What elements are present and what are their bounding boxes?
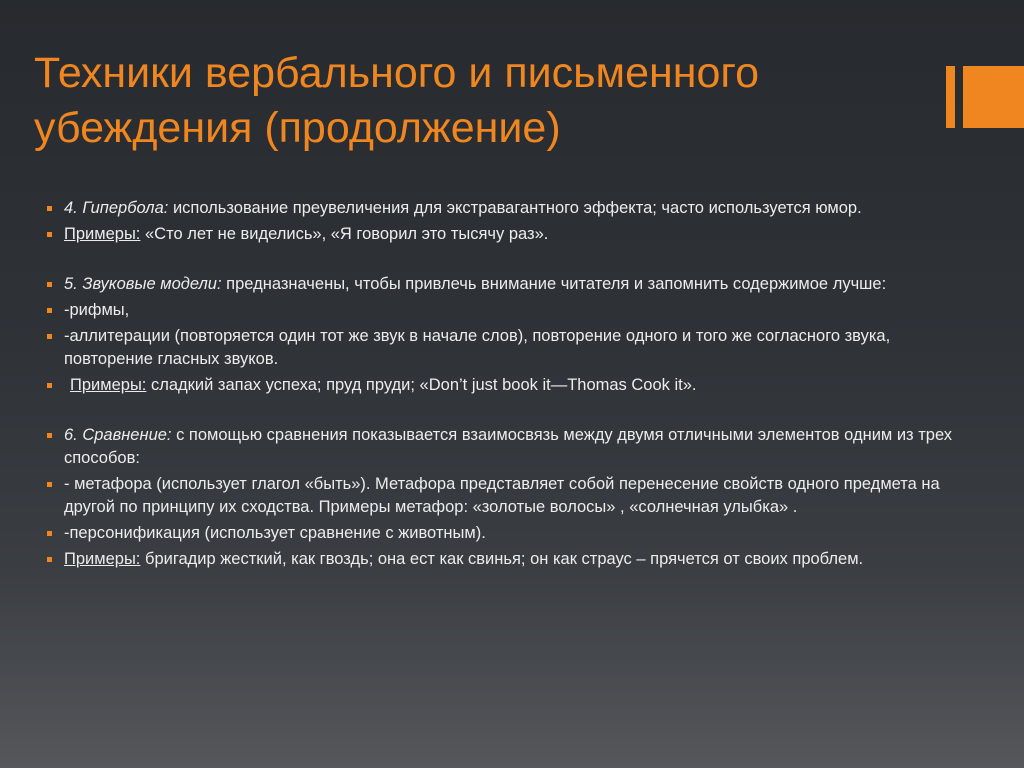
item-text: - метафора (использует глагол «быть»). Метафора представляет собой перенесение свойств одного предмета на другой по принципу их сходства. Примеры метафор: «золотые волосы» , «солнечная улыбка» . [64, 475, 940, 516]
accent-bar-decoration [946, 66, 955, 128]
bullet-item-sound-models [47, 273, 977, 296]
item-text: -аллитерации (повторяется один тот же звук в начале слов), повторение одного и того же согласного звука, повторение гласных звуков. [64, 327, 891, 368]
bullet-marker-icon [47, 433, 52, 438]
bullet-item-comparison-examples [47, 548, 977, 571]
bullet-marker-icon [47, 308, 52, 313]
bullet-item-hyperbole-examples [47, 223, 977, 246]
item-text: предназначены, чтобы привлечь внимание читателя и запомнить содержимое лучше: [221, 275, 887, 293]
item-text: «Сто лет не виделись», «Я говорил это тысячу раз». [140, 225, 549, 243]
bullet-marker-icon [47, 531, 52, 536]
item-label: 6. Сравнение: [64, 426, 172, 444]
bullet-item-rhymes [47, 299, 977, 322]
bullet-marker-icon [47, 232, 52, 237]
bullet-item-hyperbole [47, 197, 977, 220]
item-label: 5. Звуковые модели: [64, 275, 222, 293]
bullet-item-alliteration [47, 325, 977, 371]
item-text: сладкий запах успеха; пруд пруди; «Don’t just book it—Thomas Cook it». [146, 376, 697, 394]
item-text: -персонификация (использует сравнение с животным). [64, 524, 486, 542]
bullet-marker-icon [47, 383, 52, 388]
accent-box-decoration [963, 66, 1024, 128]
item-text: с помощью сравнения показывается взаимосвязь между двумя отличными элементов одним из трех способов: [64, 426, 953, 467]
item-label: 4. Гипербола: [64, 199, 169, 217]
item-label: Примеры: [64, 225, 141, 243]
bullet-item-personification [47, 522, 977, 545]
bullet-marker-icon [47, 206, 52, 211]
item-text: бригадир жесткий, как гвоздь; она ест как свинья; он как страус – прячется от своих проблем. [140, 550, 864, 568]
bullet-item-comparison [47, 424, 977, 470]
bullet-list [47, 197, 977, 574]
bullet-marker-icon [47, 482, 52, 487]
bullet-item-metaphor [47, 473, 977, 519]
bullet-marker-icon [47, 282, 52, 287]
item-text: -рифмы, [64, 301, 130, 319]
bullet-item-sound-examples [47, 374, 977, 397]
bullet-marker-icon [47, 334, 52, 339]
item-text: использование преувеличения для экстравагантного эффекта; часто используется юмор. [168, 199, 862, 217]
bullet-marker-icon [47, 557, 52, 562]
item-label: Примеры: [64, 550, 141, 568]
slide-title: Техники вербального и письменного убеждения (продолжение) [34, 49, 760, 152]
item-label: Примеры: [70, 376, 147, 394]
